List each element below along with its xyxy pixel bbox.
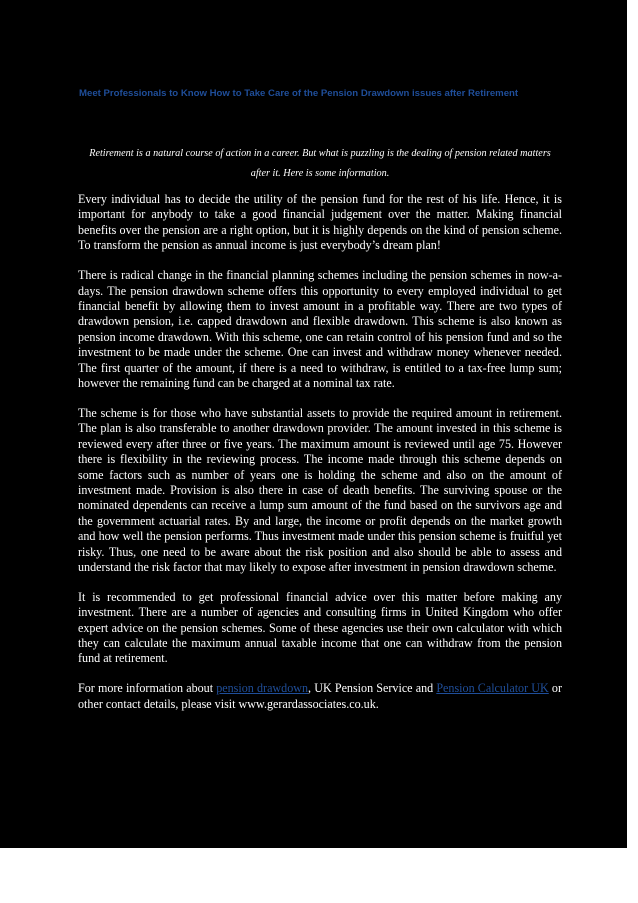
pension-drawdown-link[interactable]: pension drawdown (216, 681, 309, 696)
document-title: Meet Professionals to Know How to Take Care of the Pension Drawdown issues after Retirement (79, 88, 519, 99)
document-body (78, 192, 562, 727)
closing-prefix: For more information about (78, 681, 217, 696)
paragraph-4: It is recommended to get professional financial advice over this matter before making any investment. There are a number of agencies and consulting firms in United Kingdom who offer expert advice on the pension schemes. Some of these agencies use their own calculator with which they can calculate the maximum annual taxable income that one can withdraw from the pension fund at retirement. (78, 589, 562, 666)
paragraph-3: The scheme is for those who have substantial assets to provide the required amount in retirement. The plan is also transferable to another drawdown provider. The amount invested in this scheme is reviewed every after three or five years. The maximum amount is reviewed until age 75. However there is flexibility in the reviewing process. The income made through this scheme depends on some factors such as number of years one is holding the scheme and also on the amount of investment made. Provision is also there in case of death benefits. The surviving spouse or the nominated dependents can receive a lump sum amount of the fund based on the survivors age and the government actuarial rates. By and large, the income or profit depends on the market growth and how well the pension performs. Thus investment made under this pension scheme is fruitful yet risky. Thus, one need to be aware about the risk position and also should be able to assess and understand the risk factor that may likely to expose after investment in pension drawdown scheme. (78, 405, 562, 574)
closing-suffix: or other contact details, please visit www.gerardassociates.co.uk. (78, 681, 562, 711)
intro-text: Retirement is a natural course of action in a career. But what is puzzling is the dealing of pension related matters after it. Here is some information. (89, 148, 551, 179)
paragraph-1: Every individual has to decide the utility of the pension fund for the rest of his life. Hence, it is important for anybody to take a good financial judgement over the matter. Making financial benefits over the pension are a right option, but it is highly depends on the kind of pension scheme. To transform the pension as annual income is just everybody’s dream plan! (78, 192, 562, 253)
closing-paragraph (78, 681, 562, 712)
pension-calculator-link[interactable]: Pension Calculator UK (436, 681, 549, 696)
paragraph-2: There is radical change in the financial planning schemes including the pension schemes in now-a-days. The pension drawdown scheme offers this opportunity to every employed individual to get financial benefit by allowing them to invest amount in a profitable way. There are two types of drawdown pension, i.e. capped drawdown and flexible drawdown. This scheme is also known as pension income drawdown. With this scheme, one can retain control of his pension fund and so the investment to be made under the scheme. One can invest and withdraw money whenever needed. The first quarter of the amount, if there is a need to withdraw, is entitled to a tax-free lump sum; however the remaining fund can be charged at a nominal tax rate. (78, 268, 562, 390)
closing-middle: , UK Pension Service and (308, 681, 437, 696)
